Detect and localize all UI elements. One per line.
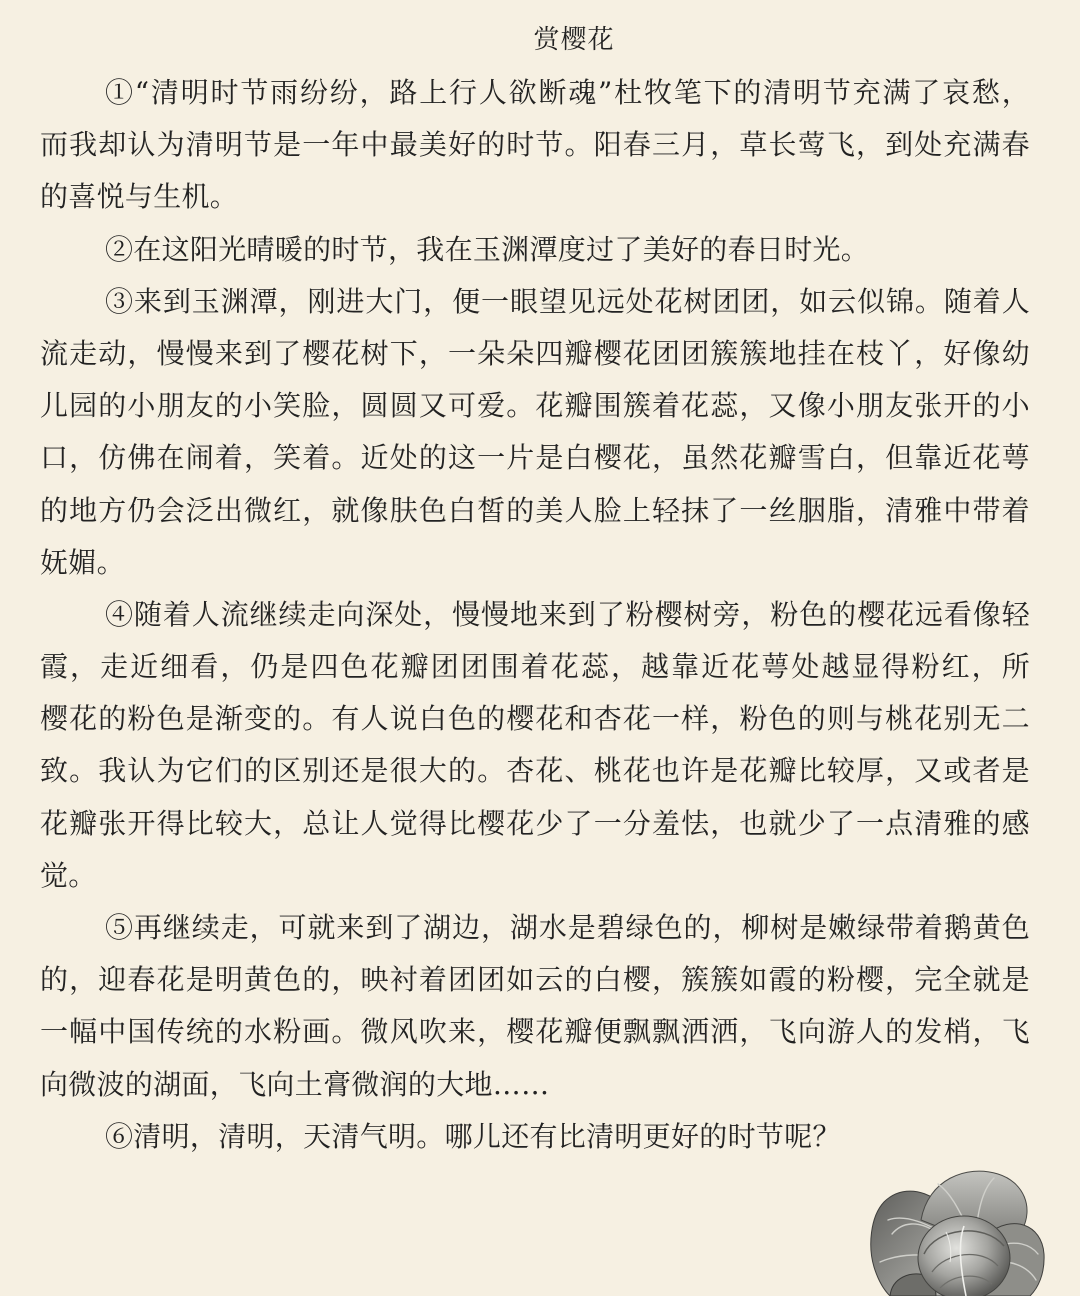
paragraph-6 xyxy=(40,1111,1030,1163)
document-body xyxy=(40,67,1030,1163)
paragraph-4 xyxy=(40,589,1030,902)
paragraph-line: 一幅中国传统的水粉画。微风吹来，樱花瓣便飘飘洒洒，飞向游人的发梢，飞 xyxy=(40,1015,1030,1049)
paragraph-line: ⑤再继续走，可就来到了湖边，湖水是碧绿色的，柳树是嫩绿带着鹅黄色 xyxy=(105,911,1030,944)
paragraph-line: 的地方仍会泛出微红，就像肤色白皙的美人脸上轻抹了一丝胭脂，清雅中带着 xyxy=(40,493,1030,527)
paragraph-line: 儿园的小朋友的小笑脸，圆圆又可爱。花瓣围簇着花蕊，又像小朋友张开的小 xyxy=(40,389,1030,423)
paragraph-line: 花瓣张开得比较大，总让人觉得比樱花少了一分羞怯，也就少了一点清雅的感 xyxy=(40,806,1030,840)
document-title: 赏樱花 xyxy=(533,25,615,55)
paragraph-line: 霞，走近细看，仍是四色花瓣团团围着花蕊，越靠近花萼处越显得粉红，所 xyxy=(40,650,1030,684)
paragraph-line: 口，仿佛在闹着，笑着。近处的这一片是白樱花，虽然花瓣雪白，但靠近花萼 xyxy=(40,441,1030,475)
paragraph-line: ⑥清明，清明，天清气明。哪儿还有比清明更好的时节呢？ xyxy=(105,1119,841,1153)
paragraph-line: ③来到玉渊潭，刚进大门，便一眼望见远处花树团团，如云似锦。随着人 xyxy=(105,284,1030,318)
paragraph-line: 流走动，慢慢来到了樱花树下，一朵朵四瓣樱花团团簇簇地挂在枝丫，好像幼 xyxy=(40,336,1030,370)
paragraph-line: ④随着人流继续走向深处，慢慢地来到了粉樱树旁，粉色的樱花远看像轻 xyxy=(105,597,1030,631)
paragraph-line: 致。我认为它们的区别还是很大的。杏花、桃花也许是花瓣比较厚，又或者是 xyxy=(40,754,1030,788)
paragraph-1 xyxy=(40,67,1030,224)
paragraph-line: 的喜悦与生机。 xyxy=(40,180,239,214)
paragraph-line: 的，迎春花是明黄色的，映衬着团团如云的白樱，簇簇如霞的粉樱，完全就是 xyxy=(40,963,1030,997)
paragraph-line: 樱花的粉色是渐变的。有人说白色的樱花和杏花一样，粉色的则与桃花别无二 xyxy=(40,702,1030,736)
cabbage-sketch-icon xyxy=(866,1162,1046,1296)
paragraph-line: 妩媚。 xyxy=(40,545,125,579)
paragraph-line: 向微波的湖面，飞向土膏微润的大地…… xyxy=(40,1067,550,1101)
paragraph-3 xyxy=(40,276,1030,589)
paragraph-2 xyxy=(40,224,1030,276)
paragraph-line: ①“清明时节雨纷纷，路上行人欲断魂”杜牧笔下的清明节充满了哀愁， xyxy=(105,76,1030,109)
paragraph-5 xyxy=(40,902,1030,1111)
cabbage-head xyxy=(918,1216,1010,1296)
paragraph-line: 觉。 xyxy=(40,858,97,892)
paragraph-line: 而我却认为清明节是一年中最美好的时节。阳春三月，草长莺飞，到处充满春 xyxy=(40,128,1030,162)
paragraph-line: ②在这阳光晴暖的时节，我在玉渊潭度过了美好的春日时光。 xyxy=(105,232,870,266)
